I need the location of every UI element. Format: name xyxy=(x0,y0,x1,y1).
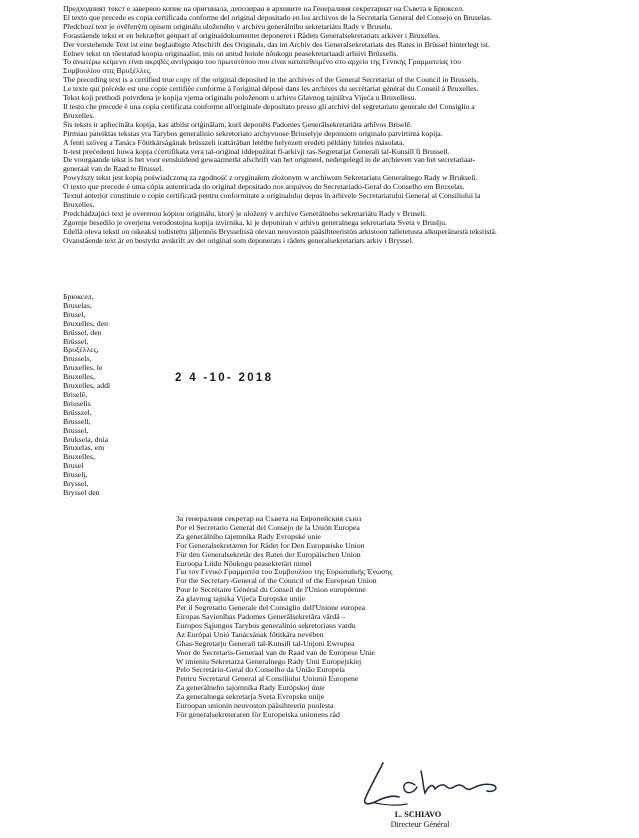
city-name: Briselē, xyxy=(63,389,88,399)
secretary-general-line: Za generalnega sekretarja Sveta Evropske unije xyxy=(176,692,325,702)
certification-line: Předchozí text je ověřeným opisem originálu uloženého v archivu generálního sekretariátu Rady v Bruselu. xyxy=(63,22,393,31)
city-name: Bruselj, xyxy=(63,470,88,480)
city-name: Brussel, xyxy=(63,425,89,435)
certification-line: Tekst koji prethodi potvrđena je kopija vjerna originalu položenom u arhivu Glavnog tajništva Vijeća u Bruxellesu. xyxy=(63,94,417,103)
signer-title: Directeur Général xyxy=(390,820,450,829)
date-stamp: 2 4 -10- 2018 xyxy=(175,372,274,384)
secretary-general-line: Għas-Segretarju Ġenerali tal-Kunsill tal-Unjoni Ewropea xyxy=(176,638,355,648)
certification-line: A fenti szöveg a Tanács Főtitkárságának brüsszeli irattárában letétbe helyezett eredeti példány hiteles másolata. xyxy=(63,138,405,147)
city-name: Briuselis xyxy=(63,398,91,408)
certification-statements xyxy=(63,5,628,245)
certification-line: Zgornje besedilo je overjena verodostojna kopija izvirnika, ki je deponiran v arhivu generalnega sekretariata Sveta v Bruslju. xyxy=(63,218,447,227)
city-name: Bruxelles, addì xyxy=(63,381,111,391)
certification-line: Der vorstehende Text ist eine beglaubigte Abschrift des Originals, das im Archiv des Generalsekretariats des Rates in Brüssel hinterlegt ist. xyxy=(63,40,490,49)
secretary-general-line: Per il Segretario Generale del Consiglio dell'Unione europea xyxy=(176,603,366,613)
certification-line: Šis teksts ir apliecināta kopija, kas atbilst oriģinālam, kurš deponēts Padomes Ģenerālsekretariāta arhīvos Briselē. xyxy=(63,120,412,129)
secretary-general-line: Pentru Secretarul General al Consiliului Uniunii Europene xyxy=(176,674,359,684)
secretary-general-line: За генералния секретар на Съвета на Европейския съюз xyxy=(176,514,362,523)
city-name: Bruxelles, le xyxy=(63,363,103,373)
certification-line: Forastående tekst er en bekræftet genpart af originaldokumentet deponeret i Rådets Generalsekretariats arkiver i Bruxelles. xyxy=(63,31,441,40)
certification-line: Il testo che precede è una copia certificata conforme all'originale depositato presso gli archivi del segretariato generale del Consiglio a xyxy=(63,102,475,111)
certification-line: Le texte qui précède est une copie certifiée conforme à l'original déposé dans les archives du secrétariat général du Conseil à Bruxelles. xyxy=(63,85,479,94)
secretary-general-line: For Generalsekretæren for Rådet for Den Europæiske Union xyxy=(176,540,365,550)
certification-line: The preceding text is a certified true copy of the original deposited in the archives of the General Secretariat of the Council in Brussels. xyxy=(63,76,479,85)
secretary-general-line: Europos Sąjungos Tarybos generalinio sekretoriaus vardu xyxy=(176,620,356,630)
secretary-general-line: Za generálneho tajomníka Rady Európskej únie xyxy=(176,683,325,693)
certification-line: Bruxelles. xyxy=(63,200,95,209)
city-name: Brusel xyxy=(63,461,84,471)
certification-line: El texto que precede es copia certificada conforme del original depositado en los archivos de la Secretaría General del Consejo en Bruselas. xyxy=(63,13,492,22)
certification-line: Συμβουλίου στις Βρυξέλλες. xyxy=(63,67,152,76)
city-name: Bruxelas, em xyxy=(63,443,105,453)
certification-line: Predchádzajúci text je overenou kópiou originálu, ktorý je uložený v archíve Generálneho sekretariátu Rady v Bruseli. xyxy=(63,209,427,218)
certification-line: O texto que precede é uma cópia autenticada do original depositado nos arquivos do Secretariado-Geral do Conselho em Bruxelas. xyxy=(63,183,465,192)
secretary-general-line: Voor de Secretaris-Generaal van de Raad van de Europese Unie xyxy=(176,647,375,657)
certification-line: generaal van de Raad te Brussel. xyxy=(63,165,164,174)
certification-line: Eelnev tekst on tõestatud koopia originaalist, mis on antud hoiule nõukogu peasekretariaadi arhiivi Brüsselis. xyxy=(63,49,399,58)
handwritten-signature xyxy=(355,755,515,813)
secretary-general-line: W imieniu Sekretarza Generalnego Rady Unii Europejskiej xyxy=(176,656,362,666)
secretary-general-line: Euroopan unionin neuvoston pääsihteerin puolesta xyxy=(176,701,334,711)
city-name: Bruxelles, xyxy=(63,372,95,382)
city-name: Brussels, xyxy=(63,354,92,364)
city-name: Брюксел, xyxy=(63,292,94,301)
secretary-general-line: For the Secretary-General of the Council of the European Union xyxy=(176,576,377,586)
city-name: Brusel, xyxy=(63,309,86,319)
secretary-general-line: Por el Secretario General del Consejo de la Unión Europea xyxy=(176,522,360,532)
certification-line: Предходният текст е заверено копие на оригинала, депозиран в архивите на Генералния секретариат на Съвета в Брюксел. xyxy=(63,5,464,13)
secretary-general-line: Za glavnog tajnika Vijeća Europske unije xyxy=(176,594,306,604)
city-name: Brussell, xyxy=(63,416,91,426)
city-list xyxy=(63,293,173,498)
city-name: Brüssel, den xyxy=(63,327,102,337)
city-name: Brüsszel, xyxy=(63,407,92,417)
secretary-general-line: Pour le Secrétaire Général du Conseil de l'Union européenne xyxy=(176,585,366,595)
secretary-general-line: Pelo Secretário-Geral do Conselho da União Europeia xyxy=(176,665,345,675)
certification-line: Textul anterior constituie o copie certificată pentru conformitate a originalului depus în arhivele Secretariatului General al Consiliului la xyxy=(63,192,481,201)
certification-line: It-test preċedenti huwa kopja ċċertifikata vera tal-oriġinal iddepożitat fl-arkivji tas-Segretarjat Ġenerali tal-Kunsill fi Brussell. xyxy=(63,147,450,156)
certification-line: Powyższy tekst jest kopią poświadczoną za zgodność z oryginałem złożonym w archiwum Sekretariatu Generalnego Rady w Brukseli. xyxy=(63,174,478,183)
certification-line: Το ανωτέρω κείμενο είναι ακριβές αντίγραφο του πρωτοτύπου που είναι κατατεθειμένο στο αρχείο της Γενικής Γραμματείας του xyxy=(63,58,461,67)
secretary-general-line: Eiropas Savienības Padomes Ģenerālsekretāra vārdā – xyxy=(176,611,346,621)
secretary-general-line: Euroopa Liidu Nõukogu peasekretäri nimel xyxy=(176,558,312,568)
city-name: Bruksela, dnia xyxy=(63,434,109,444)
secretary-general-line: Az Európai Unió Tanácsának főtitkára nevében xyxy=(176,629,324,639)
city-name: Bryssel den xyxy=(63,487,100,497)
certification-line: Bruxelles. xyxy=(63,111,95,120)
secretary-general-block xyxy=(176,515,616,720)
secretary-general-line: Για τον Γενικό Γραμματέα του Συμβουλίου της Ευρωπαϊκής Ένωσης xyxy=(176,567,393,577)
city-name: Βρυξέλλες, xyxy=(63,345,99,355)
city-name: Bryssel, xyxy=(63,479,89,489)
certification-line: Ovanstående text är en bestyrkt avskrift av det original som deponerats i rådets generalsekretariats arkiv i Bryssel. xyxy=(63,236,414,245)
certification-line: Pirmiau pateiktas tekstas yra Tarybos generalinio sekretoriato archyvuose Briuselyje deponuoto originalo patvirtinta kopija. xyxy=(63,129,443,138)
city-name: Brüssel, xyxy=(63,336,89,346)
secretary-general-line: För generalsekreteraren för Europeiska unionens råd xyxy=(176,709,340,719)
certification-line: De voorgaande tekst is het voor eensluidend gewaarmerkt afschrift van het origineel, nedergelegd in de archieven van het secretariaat- xyxy=(63,156,476,165)
secretary-general-line: Für den Generalsekretär des Rates der Europäischen Union xyxy=(176,549,361,559)
city-name: Bruxelles, den xyxy=(63,318,109,328)
secretary-general-line: Za generálního tajemníka Rady Evropské unie xyxy=(176,531,321,541)
signer-name: L. SCHIAVO xyxy=(394,810,442,819)
city-name: Bruxelles, xyxy=(63,452,95,462)
certification-line: Edellä oleva teksti on oikeaksi todistettu jäljennös Brysselissä olevan neuvoston pääsihteeristön arkistoon talletetusta alkuperäisestä tekstistä. xyxy=(63,227,497,236)
city-name: Bruselas, xyxy=(63,300,92,310)
